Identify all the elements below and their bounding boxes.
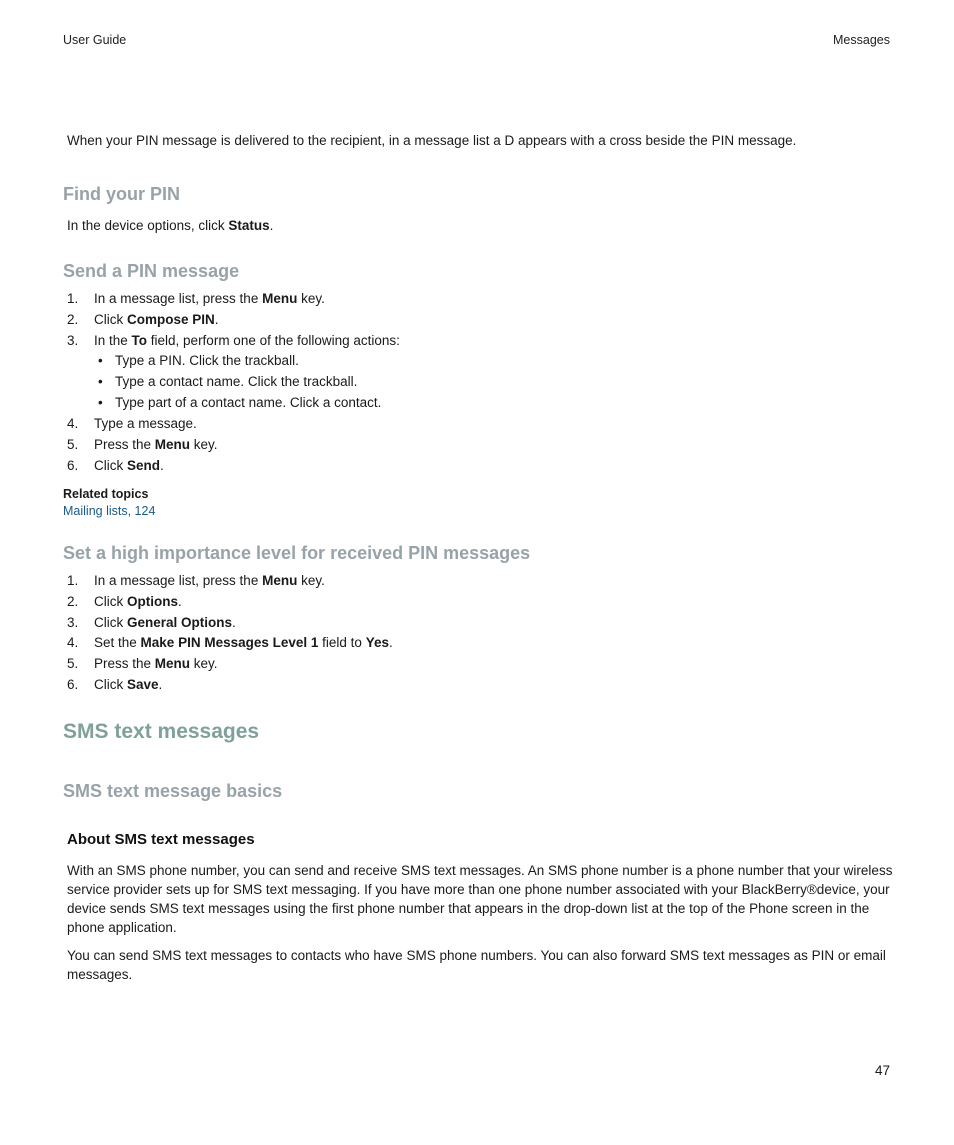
step-text: key. xyxy=(297,573,325,588)
importance-heading: Set a high importance level for received PIN messages xyxy=(63,543,531,563)
step-text: . xyxy=(214,311,219,327)
sub-action-item: • Type a contact name. Click the trackball. xyxy=(94,372,400,393)
find-pin-text: In the device options, click xyxy=(67,218,229,233)
list-item xyxy=(67,289,400,310)
list-item xyxy=(67,571,393,592)
find-pin-heading: Find your PIN xyxy=(63,184,180,204)
step-bold-term: Menu xyxy=(154,656,191,672)
step-text: . xyxy=(160,457,164,473)
step-text: Click xyxy=(94,311,127,327)
step-bold-term: Menu xyxy=(154,436,191,452)
list-item xyxy=(67,414,400,435)
list-item xyxy=(67,331,400,415)
list-item xyxy=(67,310,400,331)
list-item xyxy=(67,435,400,456)
find-pin-instruction xyxy=(67,216,897,235)
step-bold-term: Send xyxy=(127,457,161,473)
list-item xyxy=(67,456,400,477)
step-text: Click xyxy=(94,457,127,473)
step-text: key. xyxy=(297,291,325,306)
step-bold-term: Make PIN Messages Level 1 xyxy=(140,635,319,651)
sms-section-title: SMS text messages xyxy=(63,720,260,743)
sub-action-list xyxy=(94,351,400,413)
list-item xyxy=(67,613,393,634)
related-topics-title: Related topics xyxy=(63,487,149,501)
about-sms-paragraph-1: With an SMS phone number, you can send and receive SMS text messages. An SMS phone number is a phone number that your wireless service provider sets up for SMS text messaging. If you have more than one phone number associated with your BlackBerry®device, your device sends SMS text messages using the first phone number that appears in the drop-down list at the top of the Phone screen in the phone application. xyxy=(67,863,893,935)
step-number: 6. xyxy=(67,457,79,473)
step-bold-term: Compose PIN xyxy=(127,311,215,327)
step-text: field, perform one of the following actions: xyxy=(147,332,400,348)
step-text: field to xyxy=(318,635,366,651)
step-text: Type a message. xyxy=(94,416,197,432)
step-text: In a message list, press the xyxy=(94,291,263,306)
step-text: key. xyxy=(190,436,218,452)
step-text: . xyxy=(178,593,182,609)
step-number: 3. xyxy=(67,614,79,630)
mailing-lists-link[interactable]: Mailing lists, 124 xyxy=(63,504,156,518)
list-item xyxy=(67,675,393,696)
step-text: . xyxy=(158,676,163,692)
step-number: 2. xyxy=(67,593,79,609)
page-number: 47 xyxy=(874,1063,890,1078)
intro-paragraph: When your PIN message is delivered to the recipient, in a message list a D appears with a cross beside the PIN message. xyxy=(67,133,797,148)
list-item xyxy=(67,654,393,675)
step-bold-term: General Options xyxy=(127,614,233,630)
step-text: . xyxy=(388,635,393,651)
running-header-right: Messages xyxy=(833,33,890,47)
step-text: Click xyxy=(94,676,127,692)
step-bold-term: Yes xyxy=(365,635,389,651)
step-text: Press the xyxy=(94,436,155,452)
step-number: 5. xyxy=(67,656,79,672)
step-text: Set the xyxy=(94,635,141,651)
step-text: Press the xyxy=(94,656,155,672)
step-bold-term: Menu xyxy=(262,573,298,588)
sub-action-item: • Type part of a contact name. Click a contact. xyxy=(94,393,400,414)
sub-action-item: • Type a PIN. Click the trackball. xyxy=(94,351,400,372)
step-number: 4. xyxy=(67,416,79,432)
send-pin-steps xyxy=(67,289,400,477)
step-number: 1. xyxy=(67,291,79,306)
find-pin-text-end: . xyxy=(269,218,274,233)
step-text: In a message list, press the xyxy=(94,573,263,588)
step-text: In the xyxy=(94,332,132,348)
step-bold-term: Save xyxy=(127,676,159,692)
step-number: 5. xyxy=(67,436,79,452)
step-bold-term: Options xyxy=(127,593,178,609)
step-text: Click xyxy=(94,614,127,630)
step-number: 6. xyxy=(67,676,79,692)
list-item xyxy=(67,592,393,613)
related-topics xyxy=(63,486,155,520)
step-bold-term: Menu xyxy=(262,291,298,306)
step-number: 3. xyxy=(67,332,79,348)
step-text: key. xyxy=(190,656,218,672)
importance-steps xyxy=(67,571,393,696)
step-text: . xyxy=(232,614,236,630)
step-bold-term: To xyxy=(131,332,148,348)
about-sms-paragraph-2: You can send SMS text messages to contacts who have SMS phone numbers. You can also forward SMS text messages as PIN or email messages. xyxy=(67,948,886,982)
about-sms-heading: About SMS text messages xyxy=(67,831,255,848)
sms-basics-heading: SMS text message basics xyxy=(63,781,283,801)
running-header-left: User Guide xyxy=(63,33,127,47)
step-number: 1. xyxy=(67,573,79,588)
step-number: 4. xyxy=(67,635,79,651)
step-text: Click xyxy=(94,593,127,609)
send-pin-heading: Send a PIN message xyxy=(63,261,240,281)
list-item xyxy=(67,633,393,654)
find-pin-status-bold: Status xyxy=(228,218,270,233)
step-number: 2. xyxy=(67,311,79,327)
